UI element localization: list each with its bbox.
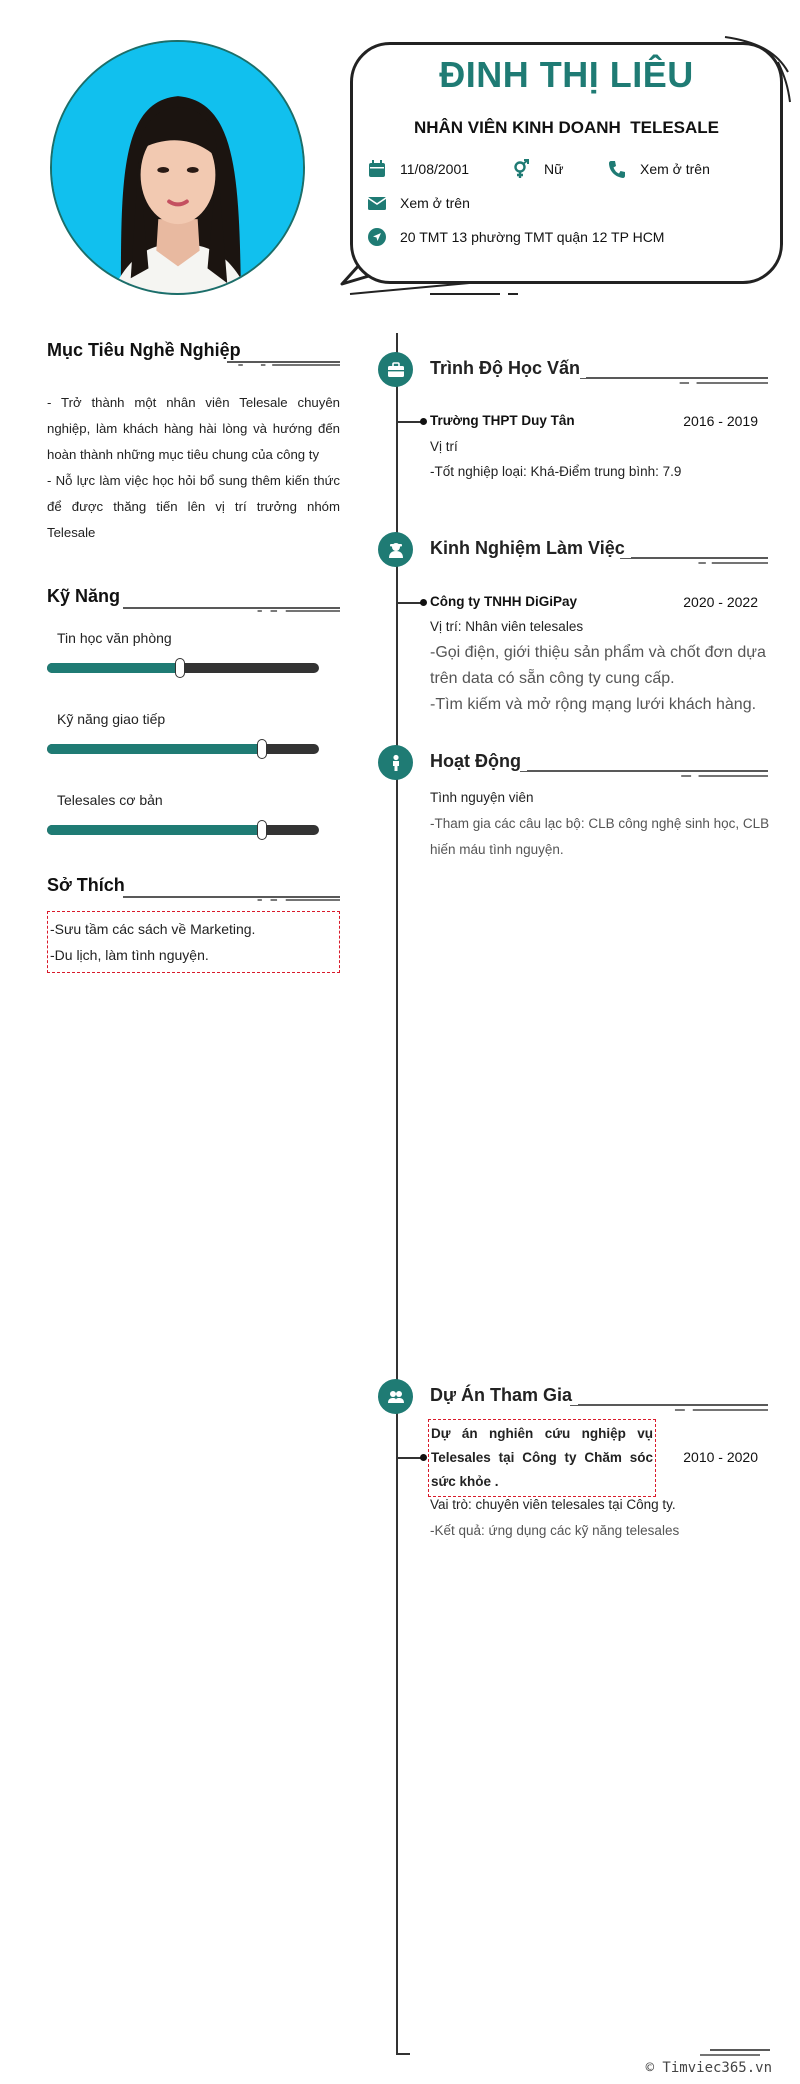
heading-underline bbox=[520, 763, 768, 777]
projects-heading: Dự Án Tham Gia bbox=[430, 1385, 768, 1415]
skill-bar-fill bbox=[47, 825, 262, 835]
skill-item bbox=[47, 622, 340, 697]
project-result: -Kết quả: ứng dụng các kỹ năng telesales bbox=[430, 1523, 680, 1538]
activities-heading: Hoạt Động bbox=[430, 751, 768, 781]
timeline-connector bbox=[398, 602, 422, 604]
avatar-photo bbox=[50, 40, 305, 295]
skill-bar bbox=[47, 825, 319, 835]
skill-slider-knob[interactable] bbox=[257, 820, 267, 840]
gender-icon bbox=[510, 158, 532, 180]
skill-bar bbox=[47, 744, 319, 754]
activity-detail: -Tham gia các câu lạc bộ: CLB công nghệ sinh học, CLB hiến máu tình nguyện. bbox=[430, 816, 770, 857]
experience-task-2: -Tìm kiếm và mở rộng mạng lưới khách hàng. bbox=[430, 696, 757, 713]
timeline-dot bbox=[420, 1454, 427, 1461]
job-title: NHÂN VIÊN KINH DOANH TELESALE bbox=[413, 118, 720, 137]
skill-item bbox=[47, 703, 340, 778]
timeline-dot bbox=[420, 599, 427, 606]
email-row bbox=[366, 192, 470, 214]
skill-name: Tin học văn phòng bbox=[57, 630, 172, 646]
heading-underline bbox=[620, 550, 768, 564]
person-icon bbox=[378, 745, 413, 780]
email-icon bbox=[366, 192, 388, 214]
skills-list bbox=[47, 622, 340, 859]
address-value: 20 TMT 13 phường TMT quận 12 TP HCM bbox=[400, 229, 665, 245]
left-column bbox=[47, 340, 340, 973]
phone-value: Xem ở trên bbox=[640, 161, 710, 177]
skill-bar-fill bbox=[47, 663, 180, 673]
experience-company: Công ty TNHH DiGiPay bbox=[430, 594, 578, 609]
timeline-end-decoration bbox=[700, 2046, 770, 2060]
project-role: Vai trò: chuyên viên telesales tại Công ty. bbox=[430, 1497, 676, 1512]
skill-slider-knob[interactable] bbox=[175, 658, 185, 678]
candidate-name: ĐINH THỊ LIÊU bbox=[439, 54, 694, 95]
heading-underline bbox=[123, 598, 340, 612]
address-row bbox=[366, 226, 664, 248]
group-icon bbox=[378, 1379, 413, 1414]
timeline-line bbox=[396, 333, 398, 2055]
experience-icon bbox=[378, 532, 413, 567]
education-position: Vị trí bbox=[430, 439, 458, 454]
hobbies-box bbox=[47, 911, 340, 973]
skill-bar bbox=[47, 663, 319, 673]
email-value: Xem ở trên bbox=[400, 195, 470, 211]
portrait-image bbox=[52, 42, 303, 293]
heading-underline bbox=[580, 370, 768, 384]
timeline-connector bbox=[398, 421, 422, 423]
career-goal-heading: Mục Tiêu Nghề Nghiệp bbox=[47, 340, 340, 370]
skill-name: Telesales cơ bản bbox=[57, 792, 163, 808]
phone-row bbox=[606, 158, 710, 180]
skill-name: Kỹ năng giao tiếp bbox=[57, 711, 166, 727]
timeline-end bbox=[396, 2053, 410, 2055]
phone-icon bbox=[606, 158, 628, 180]
experience-period: 2020 - 2022 bbox=[683, 594, 758, 610]
skill-slider-knob[interactable] bbox=[257, 739, 267, 759]
birthday-value: 11/08/2001 bbox=[400, 161, 470, 177]
experience-position: Vị trí: Nhân viên telesales bbox=[430, 619, 584, 634]
hobbies-heading: Sở Thích bbox=[47, 875, 340, 905]
project-name: Dự án nghiên cứu nghiệp vụ Telesales tại Công ty Chăm sóc sức khỏe . bbox=[431, 1426, 653, 1489]
birthday-row bbox=[366, 158, 469, 180]
skill-bar-fill bbox=[47, 744, 262, 754]
education-period: 2016 - 2019 bbox=[683, 413, 758, 429]
education-heading: Trình Độ Học Vấn bbox=[430, 358, 768, 388]
timeline-dot bbox=[420, 418, 427, 425]
experience-task-1: -Gọi điện, giới thiệu sản phẩm và chốt đơn dựa trên data có sẵn công ty cung cấp. bbox=[430, 644, 766, 687]
skill-item bbox=[47, 784, 340, 859]
project-period: 2010 - 2020 bbox=[683, 1449, 758, 1465]
heading-underline bbox=[123, 887, 340, 901]
briefcase-icon bbox=[378, 352, 413, 387]
hobby-item: -Sưu tầm các sách về Marketing. bbox=[50, 921, 256, 937]
hobby-item: -Du lịch, làm tình nguyện. bbox=[50, 947, 209, 963]
heading-underline bbox=[570, 1397, 768, 1411]
calendar-icon bbox=[366, 158, 388, 180]
experience-heading: Kinh Nghiệm Làm Việc bbox=[430, 538, 768, 568]
career-goal-text-1: - Trở thành một nhân viên Telesale chuyên nghiệp, làm khách hàng hài lòng và hướng đến hoàn thành những mục tiêu chung của công ty bbox=[47, 395, 340, 462]
location-icon bbox=[366, 226, 388, 248]
timeline-connector bbox=[398, 1457, 422, 1459]
footer-credit: © Timviec365.vn bbox=[645, 2060, 772, 2076]
project-name-box bbox=[428, 1419, 656, 1497]
education-school: Trường THPT Duy Tân bbox=[430, 413, 575, 428]
skills-heading: Kỹ Năng bbox=[47, 586, 340, 616]
gender-value: Nữ bbox=[544, 161, 564, 177]
education-detail: -Tốt nghiệp loại: Khá-Điểm trung bình: 7.9 bbox=[430, 464, 682, 479]
header-card bbox=[350, 42, 783, 284]
career-goal-text-2: - Nỗ lực làm việc học hỏi bổ sung thêm kiến thức để được thăng tiến lên vị trí trưởng nhóm Telesale bbox=[47, 473, 340, 540]
activity-name: Tình nguyện viên bbox=[430, 790, 534, 805]
gender-row bbox=[510, 158, 563, 180]
